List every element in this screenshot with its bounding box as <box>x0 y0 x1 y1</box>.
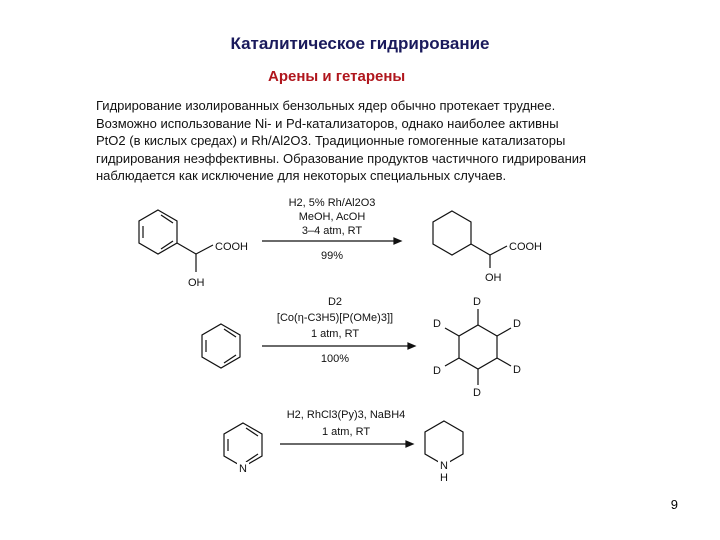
reactant-mandelic-acid <box>139 210 248 289</box>
product-piperidine <box>425 421 463 484</box>
reactant-benzene <box>202 324 240 368</box>
conditions-1 <box>289 197 376 262</box>
cyclohexane-ring <box>433 211 471 255</box>
page-number: 9 <box>670 497 678 512</box>
intro-line: Возможно использование Ni- и Pd-катализаторов, однако наиболее активны <box>96 115 559 131</box>
condition-line: H2, 5% Rh/Al2O3 <box>288 197 376 209</box>
deuterium-label: D <box>513 364 521 376</box>
acid-label: COOH <box>215 241 248 253</box>
condition-line: H2, RhCl3(Py)3, NaBH4 <box>286 409 406 421</box>
condition-line: [Co(η-C3H5)[P(OMe)3]] <box>276 312 394 324</box>
reaction-arrow-2 <box>262 343 415 349</box>
condition-line: 1 atm, RT <box>321 426 371 438</box>
conditions-3 <box>287 409 406 438</box>
intro-line: PtO2 (в кислых средах) и Rh/Al2O3. Традиционные гомогенные катализаторы <box>96 133 566 148</box>
hydroxyl-label: OH <box>485 272 502 284</box>
nitrogen-label: N <box>239 463 247 475</box>
nitrogen-label: N <box>440 460 448 472</box>
hydroxyl-label: OH <box>188 277 205 289</box>
hydrogen-label: H <box>440 472 448 484</box>
reactant-pyridine <box>224 423 262 475</box>
reaction-arrow-1 <box>262 238 401 244</box>
intro-line: наблюдается как исключение для некоторых специальных случаев. <box>96 168 507 183</box>
product-hexahydromandelic-acid <box>433 211 542 284</box>
intro-line: гидрирования неэффективны. Образование продуктов частичного гидрирования <box>96 150 587 166</box>
condition-line: 1 atm, RT <box>310 328 360 340</box>
product-deuterated-cyclohexane <box>433 296 521 399</box>
cyclohexane-ring <box>459 325 497 369</box>
acid-label: COOH <box>509 241 542 253</box>
benzene-ring <box>139 210 177 254</box>
deuterium-label: D <box>473 296 481 308</box>
slide-title: Каталитическое гидрирование <box>230 34 490 53</box>
condition-line: MeOH, AcOH <box>298 211 366 223</box>
deuterium-label: D <box>513 318 521 330</box>
yield-label: 99% <box>320 250 344 262</box>
reaction-arrow-3 <box>280 441 413 447</box>
deuterium-label: D <box>473 387 481 399</box>
intro-line: Гидрирование изолированных бензольных ядер обычно протекает труднее. <box>96 98 556 113</box>
condition-line: 3–4 atm, RT <box>301 225 363 237</box>
slide-subtitle: Арены и гетарены <box>268 68 406 85</box>
conditions-2 <box>277 296 393 365</box>
yield-label: 100% <box>320 353 350 365</box>
deuterium-label: D <box>433 365 441 377</box>
condition-line: D2 <box>327 296 343 308</box>
deuterium-label: D <box>433 318 441 330</box>
